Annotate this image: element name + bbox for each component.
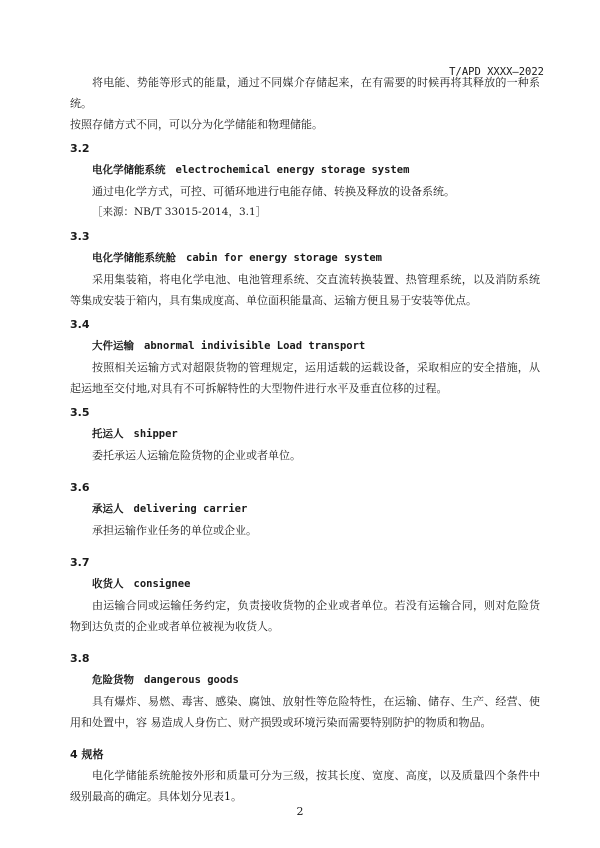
section-heading-4: 4 规格 — [70, 748, 104, 761]
term-cn: 电化学储能系统 — [92, 164, 166, 176]
definition-3-4: 按照相关运输方式对超限货物的管理规定，运用适载的运载设备，采取相应的安全措施，从起运地至交付地,对具有不可拆解特性的大型物件进行水平及垂直位移的过程。 — [70, 361, 540, 395]
definition-3-3: 采用集装箱，将电化学电池、电池管理系统、交直流转换装置、热管理系统，以及消防系统等集成安装于箱内，具有集成度高、单位面积能量高、运输方便且易于安装等优点。 — [70, 273, 540, 307]
section-4-body: 电化学储能系统舱按外形和质量可分为三级，按其长度、宽度、高度，以及质量四个条件中级别最高的确定。具体划分见表1。 — [70, 769, 540, 803]
term-3-6 — [70, 498, 540, 520]
term-en: shipper — [133, 428, 178, 440]
page-number: 2 — [296, 805, 304, 818]
term-cn: 危险货物 — [92, 674, 134, 686]
definition-3-6: 承担运输作业任务的单位或企业。 — [92, 524, 257, 537]
source-reference: ［来源：NB/T 33015-2014，3.1］ — [92, 206, 267, 218]
term-cn: 大件运输 — [92, 340, 134, 352]
term-en: consignee — [133, 578, 191, 590]
definition-3-2: 通过电化学方式，可控、可循环地进行电能存储、转换及释放的设备系统。 — [92, 185, 455, 198]
definition-3-8: 具有爆炸、易燃、毒害、感染、腐蚀、放射性等危险特性，在运输、储存、生产、经营、使用和处置中，容 易造成人身伤亡、财产损毁或环境污染而需要特别防护的物质和物品。 — [70, 695, 540, 729]
clause-number-3-3: 3.3 — [70, 230, 90, 243]
standard-code: T/APD XXXX—2022 — [449, 66, 544, 78]
term-en: dangerous goods — [144, 674, 239, 686]
term-cn: 电化学储能系统舱 — [92, 252, 176, 264]
term-cn: 承运人 — [92, 503, 124, 515]
term-3-2 — [70, 159, 540, 181]
term-3-4 — [70, 335, 540, 357]
clause-number-3-5: 3.5 — [70, 406, 90, 419]
document-body — [70, 72, 540, 807]
term-3-8 — [70, 669, 540, 691]
term-en: electrochemical energy storage system — [175, 164, 410, 176]
clause-number-3-4: 3.4 — [70, 318, 90, 331]
definition-3-7: 由运输合同或运输任务约定，负责接收货物的企业或者单位。若没有运输合同，则对危险货物到达负责的企业或者单位被视为收货人。 — [70, 599, 540, 633]
intro-paragraph-2: 按照存储方式不同，可以分为化学储能和物理储能。 — [70, 118, 323, 131]
term-en: abnormal indivisible Load transport — [144, 340, 366, 352]
intro-paragraph: 将电能、势能等形式的能量，通过不同媒介存储起来，在有需要的时候再将其释放的一种系统。 — [70, 76, 540, 110]
term-en: cabin for energy storage system — [186, 252, 382, 264]
clause-number-3-2: 3.2 — [70, 142, 90, 155]
term-3-3 — [70, 247, 540, 269]
term-3-7 — [70, 573, 540, 595]
clause-number-3-6: 3.6 — [70, 481, 90, 494]
term-en: delivering carrier — [133, 503, 248, 515]
term-3-5 — [70, 423, 540, 445]
definition-3-5: 委托承运人运输危险货物的企业或者单位。 — [92, 449, 301, 462]
term-cn: 收货人 — [92, 578, 124, 590]
clause-number-3-8: 3.8 — [70, 652, 90, 665]
term-cn: 托运人 — [92, 428, 124, 440]
clause-number-3-7: 3.7 — [70, 556, 90, 569]
